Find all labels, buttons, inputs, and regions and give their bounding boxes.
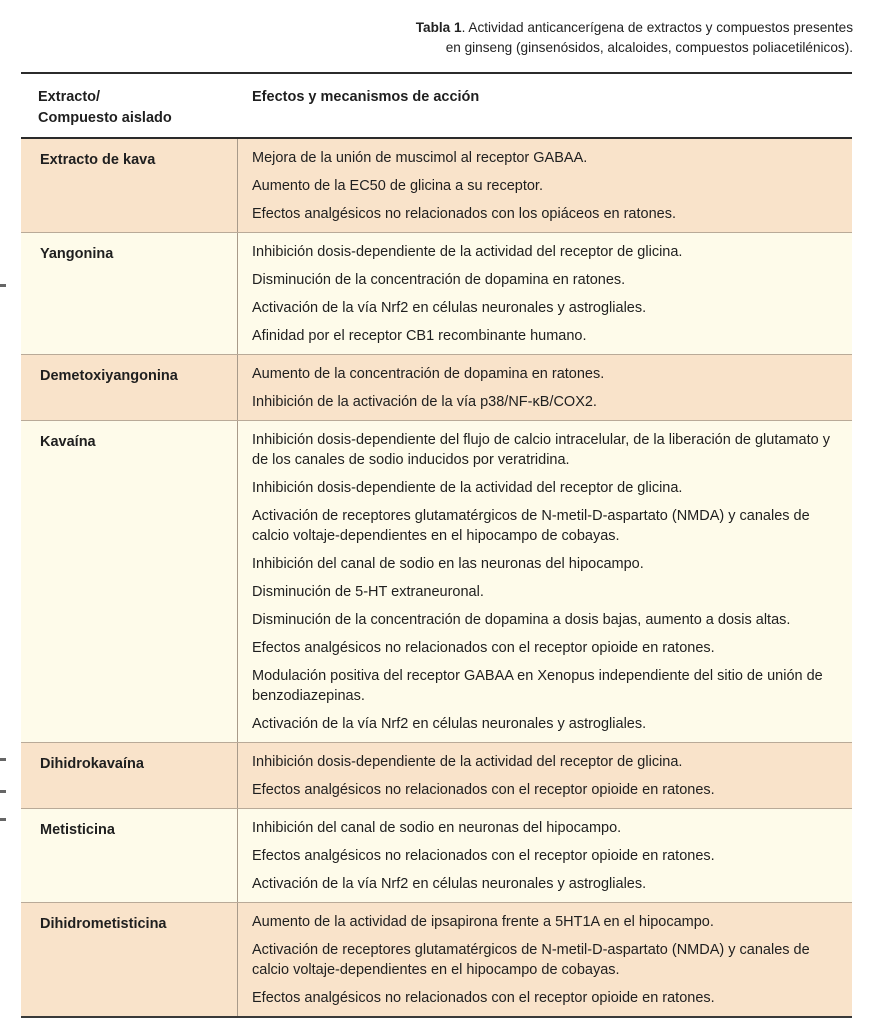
effect-item: Afinidad por el receptor CB1 recombinante humano.: [252, 328, 587, 344]
compound-cell: Dihidrometisticina: [21, 903, 238, 1016]
effect-item: Activación de la vía Nrf2 en células neuronales y astrogliales.: [252, 876, 647, 892]
effect-item: Activación de receptores glutamatérgicos de N-metil-D-aspartato (NMDA) y canales de calcio voltaje-dependientes en el hipocampo de cobayas.: [252, 508, 810, 544]
caption-text-line1: . Actividad anticancerígena de extractos y compuestos presentes: [461, 20, 853, 35]
effect-item: Activación de la vía Nrf2 en células neuronales y astrogliales.: [252, 716, 647, 732]
effect-item: Inhibición dosis-dependiente de la actividad del receptor de glicina.: [252, 754, 683, 770]
effect-item: Activación de la vía Nrf2 en células neuronales y astrogliales.: [252, 300, 647, 316]
effects-cell: [238, 421, 852, 742]
margin-mark: [0, 790, 6, 793]
table-row: [21, 809, 852, 903]
margin-mark: [0, 284, 6, 287]
effects-cell: [238, 139, 852, 232]
effect-item: Efectos analgésicos no relacionados con el receptor opioide en ratones.: [252, 782, 715, 798]
effects-cell: [238, 355, 852, 420]
effects-cell: [238, 233, 852, 354]
effect-item: Inhibición del canal de sodio en neuronas del hipocampo.: [252, 820, 622, 836]
effect-item: Inhibición dosis-dependiente de la actividad del receptor de glicina.: [252, 480, 683, 496]
caption-label: Tabla 1: [415, 20, 462, 35]
effect-item: Aumento de la EC50 de glicina a su receptor.: [252, 178, 543, 194]
effects-cell: [238, 743, 852, 808]
header-effects: Efectos y mecanismos de acción: [252, 89, 480, 105]
header-compound-line1: Extracto/: [38, 89, 101, 105]
table-row: [21, 743, 852, 809]
table-row: [21, 233, 852, 355]
table-header: [21, 74, 852, 137]
compound-cell: Dihidrokavaína: [21, 743, 238, 808]
effect-item: Efectos analgésicos no relacionados con el receptor opioide en ratones.: [252, 640, 715, 656]
effects-cell: [238, 903, 852, 1016]
table-row: [21, 421, 852, 743]
effect-item: Inhibición de la activación de la vía p38/NF-κB/COX2.: [252, 394, 597, 410]
effect-item: Disminución de la concentración de dopamina a dosis bajas, aumento a dosis altas.: [252, 612, 791, 628]
margin-mark: [0, 758, 6, 761]
effect-item: Inhibición dosis-dependiente del flujo de calcio intracelular, de la liberación de glutamato y de los canales de sodio inducidos por veratridina.: [252, 432, 830, 468]
compound-cell: Kavaína: [21, 421, 238, 742]
effect-item: Aumento de la concentración de dopamina en ratones.: [252, 366, 605, 382]
effect-item: Disminución de la concentración de dopamina en ratones.: [252, 272, 626, 288]
table-caption: [333, 18, 853, 58]
compound-cell: Yangonina: [21, 233, 238, 354]
compound-cell: Extracto de kava: [21, 139, 238, 232]
effects-cell: [238, 809, 852, 902]
effect-item: Efectos analgésicos no relacionados con el receptor opioide en ratones.: [252, 990, 715, 1006]
effect-item: Efectos analgésicos no relacionados con los opiáceos en ratones.: [252, 206, 676, 222]
table-row: [21, 355, 852, 421]
effect-item: Activación de receptores glutamatérgicos de N-metil-D-aspartato (NMDA) y canales de calcio voltaje-dependientes en el hipocampo de cobayas.: [252, 942, 810, 978]
effect-item: Aumento de la actividad de ipsapirona frente a 5HT1A en el hipocampo.: [252, 914, 714, 930]
compound-cell: Demetoxiyangonina: [21, 355, 238, 420]
header-compound-line2: Compuesto aislado: [38, 110, 172, 126]
margin-mark: [0, 818, 6, 821]
compound-cell: Metisticina: [21, 809, 238, 902]
caption-text-line2: en ginseng (ginsenósidos, alcaloides, compuestos poliacetilénicos).: [445, 40, 853, 55]
effect-item: Modulación positiva del receptor GABAA en Xenopus independiente del sitio de unión de benzodiazepinas.: [252, 668, 823, 704]
effects-table: [21, 72, 852, 1018]
effect-item: Inhibición dosis-dependiente de la actividad del receptor de glicina.: [252, 244, 683, 260]
effect-item: Inhibición del canal de sodio en las neuronas del hipocampo.: [252, 556, 644, 572]
header-compound: [21, 74, 231, 137]
effect-item: Mejora de la unión de muscimol al receptor GABAA.: [252, 150, 588, 166]
table-body: [21, 139, 852, 1018]
effect-item: Efectos analgésicos no relacionados con el receptor opioide en ratones.: [252, 848, 715, 864]
table-row: [21, 903, 852, 1018]
table-row: [21, 139, 852, 233]
effect-item: Disminución de 5-HT extraneuronal.: [252, 584, 484, 600]
